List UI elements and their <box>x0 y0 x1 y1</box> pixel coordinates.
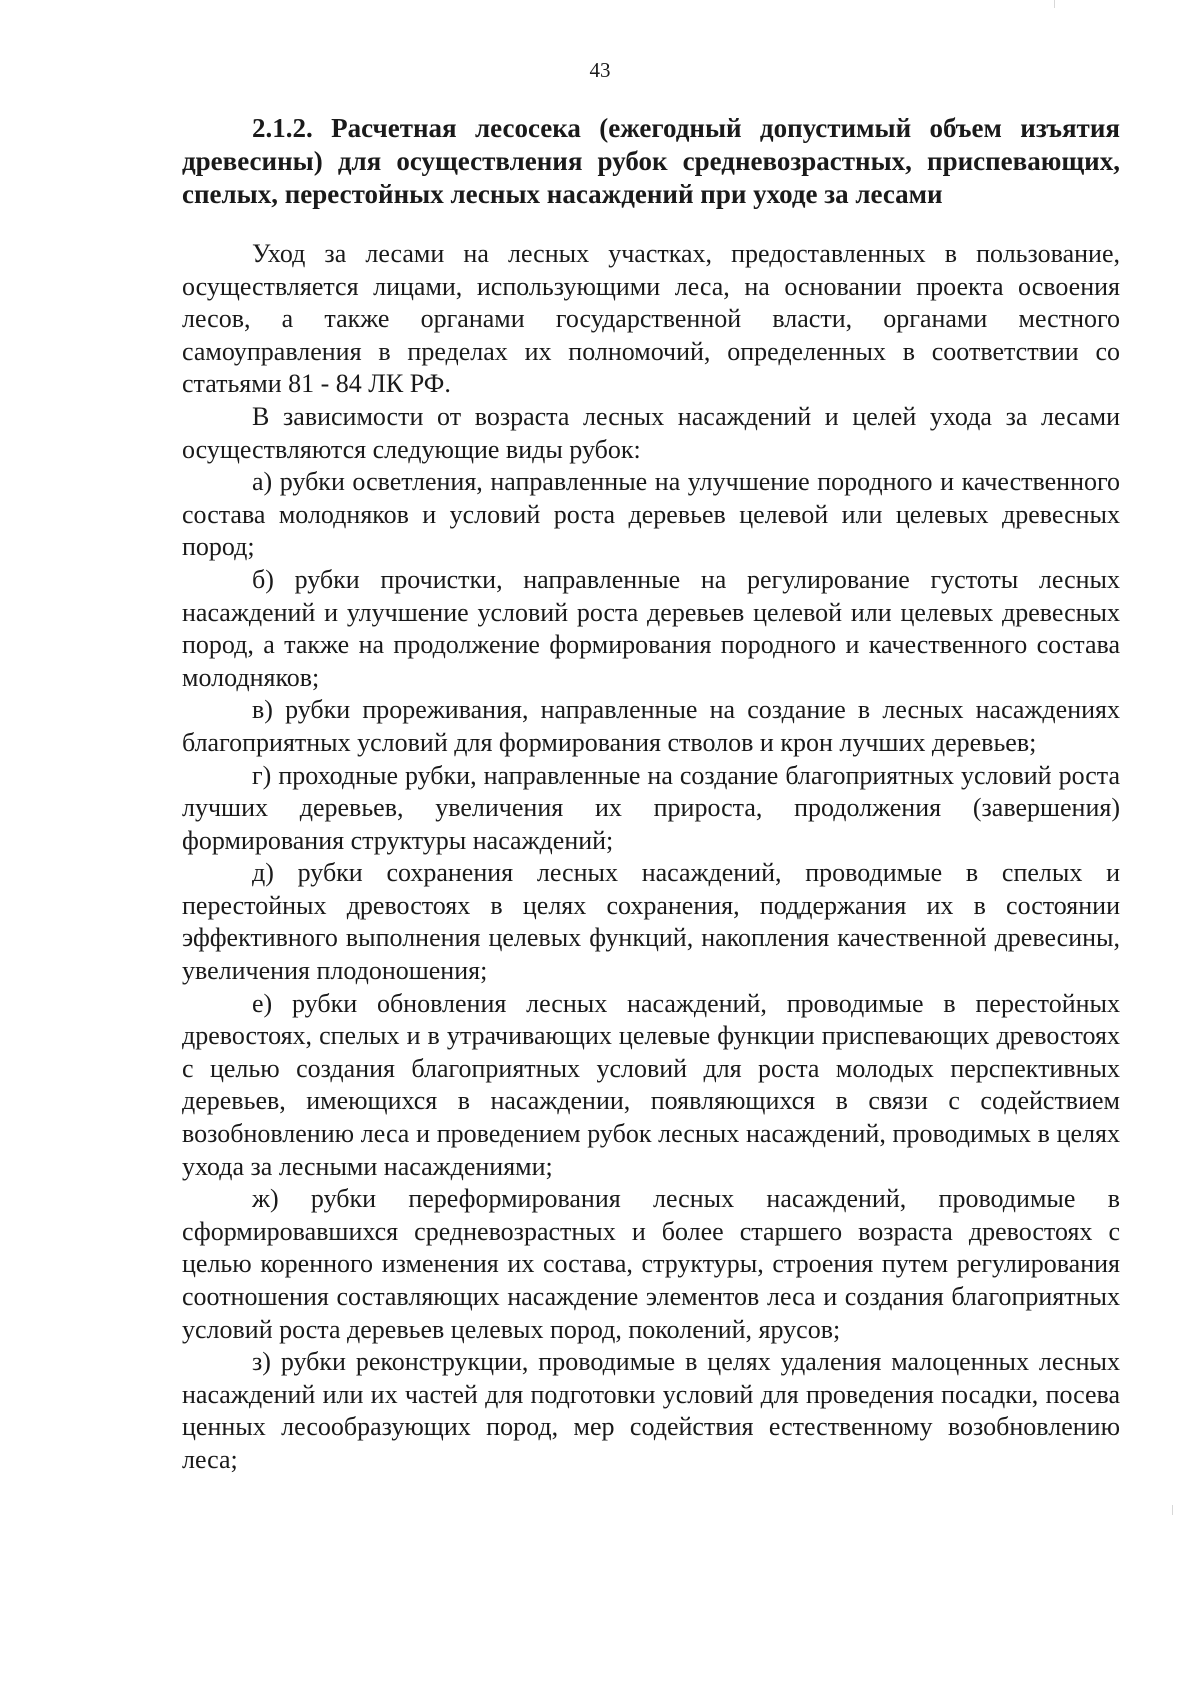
body-text <box>182 238 1120 1477</box>
paragraph: Уход за лесами на лесных участках, предоставленных в пользование, осуществляется лицами, использующими леса, на основании проекта освоения лесов, а также органами государственной власти, органами местного самоуправления в пределах их полномочий, определенных в соответствии со статьями 81 - 84 ЛК РФ. <box>182 239 1120 399</box>
list-item-e: е) рубки обновления лесных насаждений, проводимые в перестойных древостоях, спелых и в утрачивающих целевые функции приспевающих древостоях с целью создания благоприятных условий для роста молодых перспективных деревьев, имеющихся в насаждении, появляющихся в связи с содействием возобновлению леса и проведением рубок лесных насаждений, проводимых в целях ухода за лесными насаждениями; <box>182 988 1120 1181</box>
list-item-a: а) рубки осветления, направленные на улучшение породного и качественного состава молодняков и условий роста деревьев целевой или целевых древесных пород; <box>182 467 1120 562</box>
scan-mark-right <box>1172 1505 1173 1515</box>
list-item-b: б) рубки прочистки, направленные на регулирование густоты лесных насаждений и улучшение условий роста деревьев целевой или целевых древесных пород, а также на продолжение формирования породного и качественного состава молодняков; <box>182 564 1120 692</box>
list-item-zh: ж) рубки переформирования лесных насаждений, проводимые в сформировавшихся средневозрастных и более старшего возраста древостоях с целью коренного изменения их состава, структуры, строения путем регулирования соотношения составляющих насаждение элементов леса и создания благоприятных условий роста деревьев целевых пород, поколений, ярусов; <box>182 1184 1120 1344</box>
section-heading: 2.1.2. Расчетная лесосека (ежегодный допустимый объем изъятия древесины) для осуществления рубок средневозрастных, приспевающих, спелых, перестойных лесных насаждений при уходе за лесами <box>182 113 1120 209</box>
list-item-d: д) рубки сохранения лесных насаждений, проводимые в спелых и перестойных древостоях в целях сохранения, поддержания их в состоянии эффективного выполнения целевых функций, накопления качественной древесины, увеличения плодоношения; <box>182 858 1120 986</box>
list-item-g: г) проходные рубки, направленные на создание благоприятных условий роста лучших деревьев, увеличения их прироста, продолжения (завершения) формирования структуры насаждений; <box>182 760 1120 855</box>
paragraph: В зависимости от возраста лесных насаждений и целей ухода за лесами осуществляются следующие виды рубок: <box>182 401 1120 464</box>
page-number: 43 <box>589 58 611 82</box>
list-item-v: в) рубки прореживания, направленные на создание в лесных насаждениях благоприятных условий для формирования стволов и крон лучших деревьев; <box>182 695 1120 757</box>
scan-mark-top <box>1054 0 1055 8</box>
list-item-z: з) рубки реконструкции, проводимые в целях удаления малоценных лесных насаждений или их частей для подготовки условий для проведения посадки, посева ценных лесообразующих пород, мер содействия естественному возобновлению леса; <box>182 1347 1120 1474</box>
